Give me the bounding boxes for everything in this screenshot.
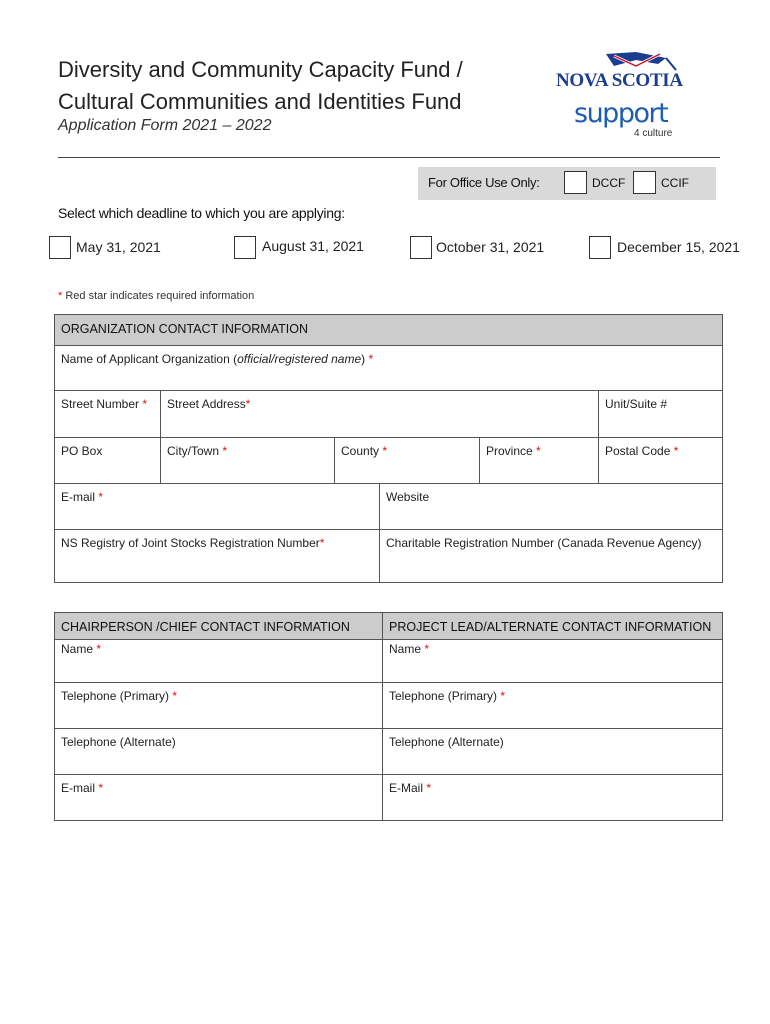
chair-phone-primary-field[interactable] <box>55 683 383 729</box>
chair-phone-primary-label: Telephone (Primary) <box>61 689 170 703</box>
po-box-field[interactable] <box>55 438 161 484</box>
dccf-checkbox[interactable] <box>564 171 587 194</box>
office-use-box <box>418 167 716 200</box>
lead-name-label: Name <box>389 642 422 656</box>
county-label: County <box>341 444 380 458</box>
unit-suite-label: Unit/Suite # <box>605 397 668 411</box>
dccf-label: DCCF <box>592 176 626 190</box>
required-star: * <box>222 444 228 458</box>
header-divider <box>58 157 720 158</box>
form-title <box>58 54 528 118</box>
province-field[interactable] <box>480 438 599 484</box>
deadline-october-checkbox[interactable] <box>410 236 432 259</box>
ccif-label: CCIF <box>661 176 689 190</box>
unit-suite-field[interactable] <box>599 391 723 438</box>
organization-contact-table <box>54 314 723 583</box>
registry-number-label: NS Registry of Joint Stocks Registration Number <box>61 536 320 550</box>
street-number-field[interactable] <box>55 391 161 438</box>
required-star: * <box>319 536 325 550</box>
city-town-field[interactable] <box>161 438 335 484</box>
required-star: * <box>500 689 506 703</box>
organization-email-label: E-mail <box>61 490 96 504</box>
nova-scotia-logo <box>548 50 708 140</box>
chair-email-field[interactable] <box>55 775 383 821</box>
logo-culture-text: 4 culture <box>634 128 673 139</box>
province-label: Province <box>486 444 533 458</box>
required-star: * <box>58 290 63 302</box>
deadline-may-label: May 31, 2021 <box>76 239 161 255</box>
lead-email-label: E-Mail <box>389 781 424 795</box>
deadline-may-checkbox[interactable] <box>49 236 71 259</box>
applicant-organization-field[interactable] <box>55 346 723 391</box>
required-star: * <box>98 781 104 795</box>
applicant-organization-label: Name of Applicant Organization ( <box>61 352 238 366</box>
website-label: Website <box>386 490 430 504</box>
deadline-october-label: October 31, 2021 <box>436 239 545 255</box>
lead-phone-alternate-label: Telephone (Alternate) <box>389 735 504 749</box>
required-star: * <box>536 444 541 458</box>
required-note <box>58 290 254 302</box>
lead-phone-alternate-field[interactable] <box>383 729 723 775</box>
organization-section-heading: ORGANIZATION CONTACT INFORMATION <box>55 315 723 346</box>
lead-phone-primary-label: Telephone (Primary) <box>389 689 498 703</box>
lead-section-heading: PROJECT LEAD/ALTERNATE CONTACT INFORMATION <box>383 613 723 640</box>
street-number-label: Street Number <box>61 397 140 411</box>
deadline-prompt: Select which deadline to which you are applying: <box>58 205 345 221</box>
chair-phone-alternate-label: Telephone (Alternate) <box>61 735 176 749</box>
street-address-field[interactable] <box>161 391 599 438</box>
chair-name-field[interactable] <box>55 640 383 683</box>
required-note-text: Red star indicates required information <box>65 290 255 302</box>
deadline-august-label: August 31, 2021 <box>262 238 364 254</box>
required-star: * <box>142 397 148 411</box>
required-star: * <box>368 352 374 366</box>
lead-email-field[interactable] <box>383 775 723 821</box>
postal-code-field[interactable] <box>599 438 723 484</box>
deadline-december-label: December 15, 2021 <box>617 239 740 255</box>
chair-section-heading: CHAIRPERSON /CHIEF CONTACT INFORMATION <box>55 613 383 640</box>
organization-email-field[interactable] <box>55 484 380 530</box>
applicant-organization-label-close: ) <box>361 352 366 366</box>
ccif-checkbox[interactable] <box>633 171 656 194</box>
charitable-number-field[interactable] <box>380 530 723 583</box>
chair-email-label: E-mail <box>61 781 96 795</box>
lead-name-field[interactable] <box>383 640 723 683</box>
required-star: * <box>673 444 679 458</box>
city-town-label: City/Town <box>167 444 220 458</box>
lead-phone-primary-field[interactable] <box>383 683 723 729</box>
required-star: * <box>426 781 432 795</box>
required-star: * <box>424 642 430 656</box>
website-field[interactable] <box>380 484 723 530</box>
county-field[interactable] <box>335 438 480 484</box>
charitable-number-label: Charitable Registration Number (Canada Revenue Agency) <box>386 536 702 550</box>
form-title-line-2: Cultural Communities and Identities Fund <box>58 89 462 114</box>
applicant-organization-label-italic: official/registered name <box>237 352 362 366</box>
required-star: * <box>172 689 178 703</box>
deadline-december-checkbox[interactable] <box>589 236 611 259</box>
postal-code-label: Postal Code <box>605 444 671 458</box>
office-use-label: For Office Use Only: <box>428 175 540 190</box>
logo-nova-scotia-text: NOVA SCOTIA <box>556 70 683 91</box>
required-star: * <box>245 397 251 411</box>
logo-support-text: support <box>574 98 668 129</box>
required-star: * <box>98 490 104 504</box>
registry-number-field[interactable] <box>55 530 380 583</box>
form-subtitle: Application Form 2021 – 2022 <box>58 117 272 134</box>
form-title-line-1: Diversity and Community Capacity Fund / <box>58 57 463 82</box>
chair-phone-alternate-field[interactable] <box>55 729 383 775</box>
required-star: * <box>96 642 102 656</box>
deadline-august-checkbox[interactable] <box>234 236 256 259</box>
required-star: * <box>382 444 388 458</box>
street-address-label: Street Address <box>167 397 246 411</box>
contacts-table <box>54 612 723 821</box>
po-box-label: PO Box <box>61 444 103 458</box>
chair-name-label: Name <box>61 642 94 656</box>
